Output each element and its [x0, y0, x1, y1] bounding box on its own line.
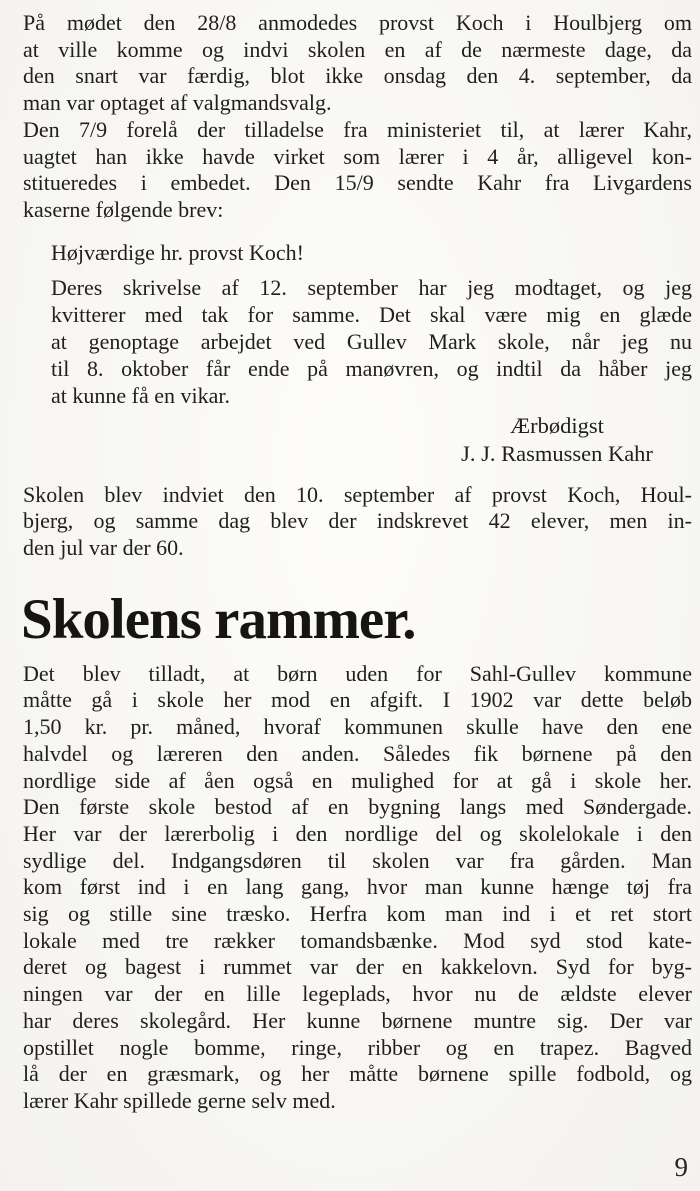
text-line: Den første skole bestod af en bygning langs med Søndergade. [23, 794, 692, 820]
letter-body [51, 274, 692, 409]
text-line: til 8. oktober får ende på manøvren, og indtil da håber jeg [51, 355, 692, 381]
page-number: 9 [674, 1152, 688, 1182]
text-line: opstillet nogle bomme, ringe, ribber og en trapez. Bagved [23, 1034, 692, 1060]
text-column [23, 10, 692, 1115]
text-line: kaserne følgende brev: [23, 196, 224, 222]
text-line: måtte gå i skole her mod en afgift. I 1902 var dette beløb [23, 687, 692, 713]
text-line: halvdel og læreren den anden. Således fik børnene på den [23, 740, 692, 766]
signature-name: J. J. Rasmussen Kahr [461, 441, 653, 467]
text-line: har deres skolegård. Her kunne børnene muntre sig. Der var [23, 1007, 692, 1033]
text-line: kvitterer med tak for samme. Det skal være mig en glæde [51, 301, 692, 327]
signoff-text: Ærbødigst [510, 412, 604, 438]
text-line: bjerg, og samme dag blev der indskrevet 42 elever, men in- [23, 508, 692, 534]
text-line: nordlige side af åen også en mulighed for at gå i skole her. [23, 767, 692, 793]
text-line: at ville komme og indvi skolen en af de nærmeste dage, da [23, 36, 692, 62]
text-line: lokale med tre rækker tomandsbænke. Mod syd stod kate- [23, 927, 692, 953]
section-heading: Skolens rammer. [21, 587, 416, 651]
signature-block [428, 412, 686, 469]
text-line: Deres skrivelse af 12. september har jeg modtaget, og jeg [51, 274, 692, 300]
text-line: den jul var der 60. [23, 535, 184, 561]
text-line: at kunne få en vikar. [51, 382, 230, 408]
text-line: den snart var færdig, blot ikke onsdag den 4. september, da [23, 63, 692, 89]
text-line: sydlige del. Indgangsdøren til skolen var fra gården. Man [23, 847, 692, 873]
text-line: Her var der lærerbolig i den nordlige del og skolelokale i den [23, 820, 692, 846]
paragraph-1 [23, 10, 692, 117]
text-line: Højværdige hr. provst Koch! [51, 239, 304, 265]
letter-greeting [51, 239, 692, 266]
text-line: kom først ind i en lang gang, hvor man kunne hænge tøj fra [23, 874, 692, 900]
text-line: Skolen blev indviet den 10. september af provst Koch, Houl- [23, 481, 692, 507]
paragraph-3 [23, 482, 692, 562]
text-line: Den 7/9 forelå der tilladelse fra ministeriet til, at lærer Kahr, [23, 116, 692, 142]
paragraph-2 [23, 117, 692, 224]
text-line: uagtet han ikke havde virket som lærer i 4 år, alligevel kon- [23, 143, 692, 169]
text-line: deret og bagest i rummet var der en kakkelovn. Syd for byg- [23, 954, 692, 980]
text-line: man var optaget af valgmandsvalg. [23, 90, 332, 116]
text-line: 1,50 kr. pr. måned, hvoraf kommunen skulle have den ene [23, 714, 692, 740]
text-line: På mødet den 28/8 anmodedes provst Koch i Houlbjerg om [23, 10, 692, 35]
text-line: stitueredes i embedet. Den 15/9 sendte Kahr fra Livgardens [23, 170, 692, 196]
text-line: lå der en græsmark, og her måtte børnene spille fodbold, og [23, 1061, 692, 1087]
paragraph-4 [23, 661, 692, 1115]
text-line: at genoptage arbejdet ved Gullev Mark skole, når jeg nu [51, 328, 692, 354]
text-line: ningen var der en lille legeplads, hvor nu de ældste elever [23, 981, 692, 1007]
text-line: sig og stille sine træsko. Herfra kom man ind i et ret stort [23, 901, 692, 927]
text-line: Det blev tilladt, at børn uden for Sahl-Gullev kommune [23, 660, 692, 686]
text-line: lærer Kahr spillede gerne selv med. [23, 1087, 336, 1113]
letter-block [51, 239, 692, 469]
